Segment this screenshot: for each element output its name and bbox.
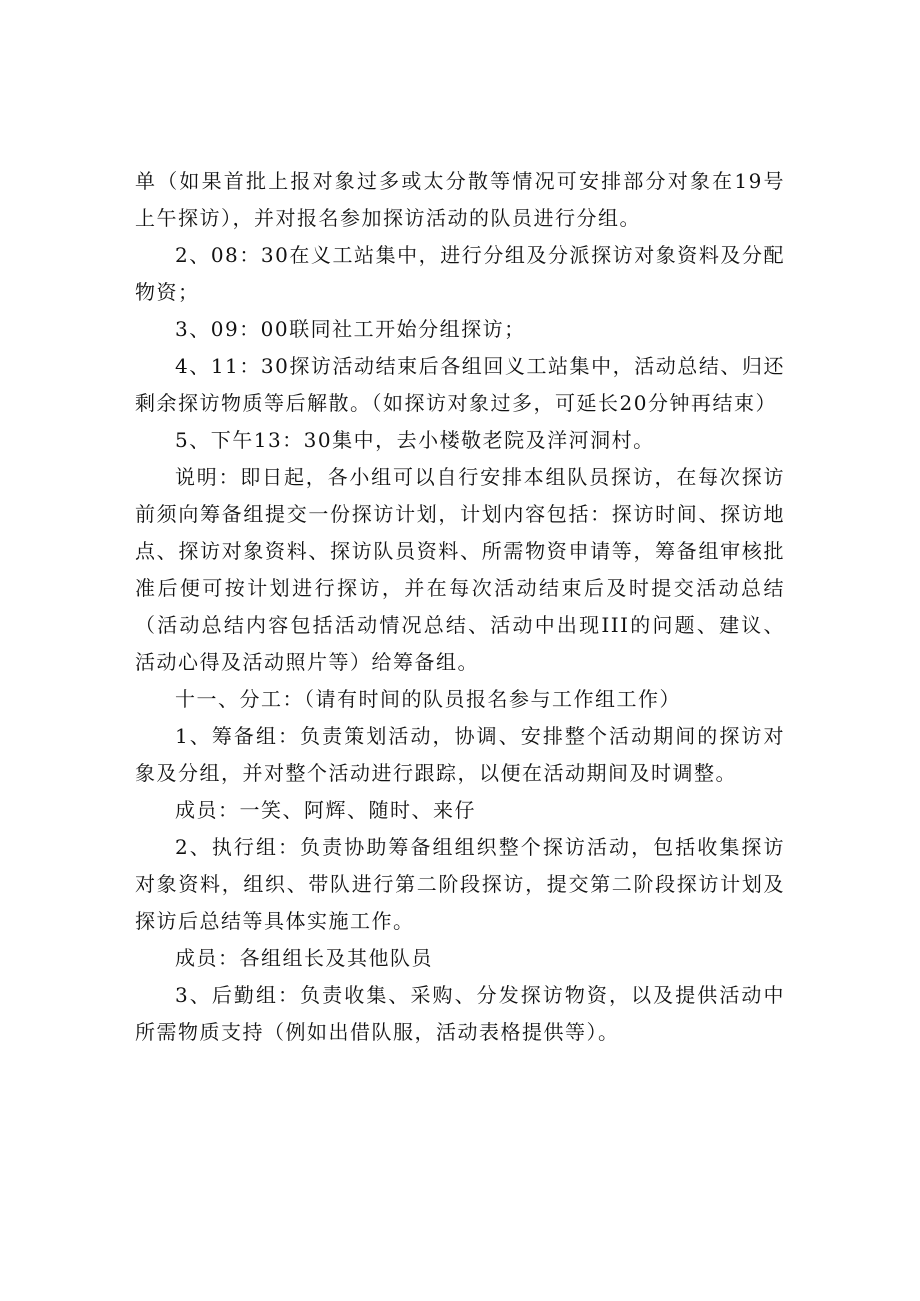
paragraph-schedule-1130: 4、11：30探访活动结束后各组回义工站集中，活动总结、归还剩余探访物质等后解散。（如探访对象过多，可延长20分钟再结束） — [135, 354, 785, 415]
paragraph-logistics-group: 3、后勤组：负责收集、采购、分发探访物资，以及提供活动中所需物质支持（例如出借队服，活动表格提供等）。 — [135, 983, 785, 1044]
paragraph-preparation-group: 1、筹备组：负责策划活动，协调、安排整个活动期间的探访对象及分组，并对整个活动进行跟踪，以便在活动期间及时调整。 — [135, 724, 785, 785]
section-heading-division: 十一、分工：（请有时间的队员报名参与工作组工作） — [175, 687, 681, 711]
paragraph-schedule-0900: 3、09：00联同社工开始分组探访； — [175, 317, 526, 341]
document-body — [135, 163, 785, 1051]
paragraph-preparation-members: 成员：一笑、阿辉、随时、来仔 — [175, 798, 476, 822]
paragraph-schedule-1330: 5、下午13：30集中，去小楼敬老院及洋河洞村。 — [175, 428, 655, 452]
paragraph-continuation: 单（如果首批上报对象过多或太分散等情况可安排部分对象在19号上午探访），并对报名参加探访活动的队员进行分组。 — [135, 169, 785, 230]
paragraph-execution-members: 成员：各组组长及其他队员 — [175, 946, 433, 970]
paragraph-explanation: 说明：即日起，各小组可以自行安排本组队员探访，在每次探访前须向筹备组提交一份探访计划，计划内容包括：探访时间、探访地点、探访对象资料、探访队员资料、所需物资申请等，筹备组审核批准后便可按计划进行探访，并在每次活动结束后及时提交活动总结（活动总结内容包括活动情况总结、活动中出现III的问题、建议、活动心得及活动照片等）给筹备组。 — [135, 465, 785, 674]
paragraph-schedule-0830: 2、08：30在义工站集中，进行分组及分派探访对象资料及分配物资； — [135, 243, 785, 304]
paragraph-execution-group: 2、执行组：负责协助筹备组组织整个探访活动，包括收集探访对象资料，组织、带队进行第二阶段探访，提交第二阶段探访计划及探访后总结等具体实施工作。 — [135, 835, 785, 933]
